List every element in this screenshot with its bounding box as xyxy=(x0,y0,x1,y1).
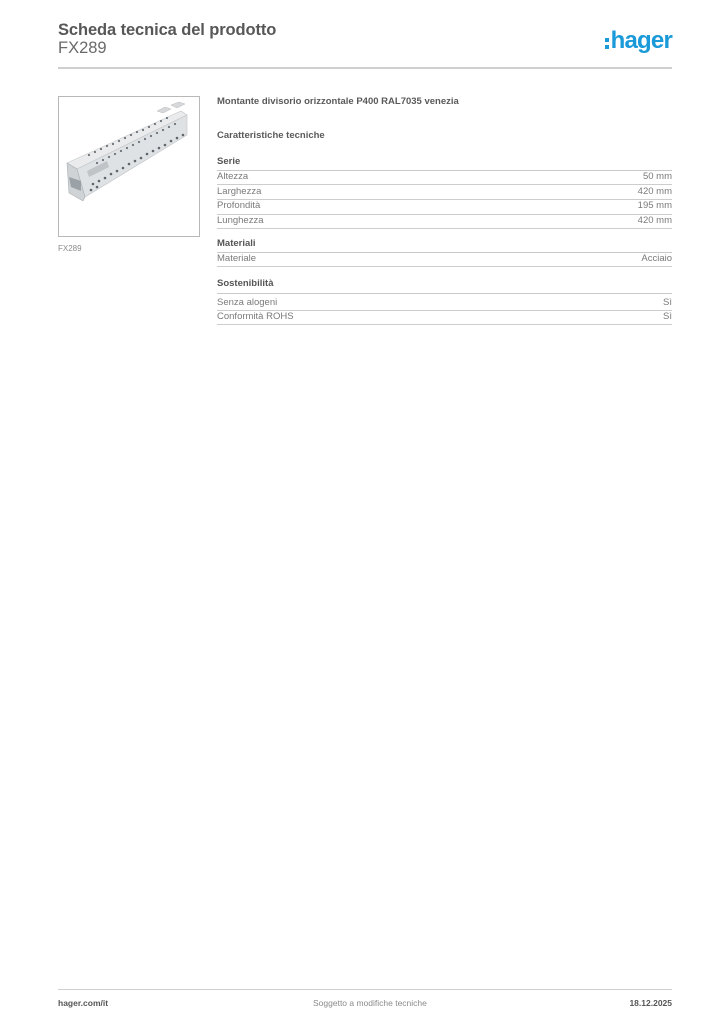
spec-value: Sì xyxy=(663,311,672,323)
spec-label: Larghezza xyxy=(217,185,262,197)
spec-label: Conformità ROHS xyxy=(217,311,294,323)
footer-website-link[interactable]: hager.com/it xyxy=(58,998,109,1008)
spec-value: 50 mm xyxy=(642,171,672,182)
divider-rail-illustration xyxy=(59,97,198,235)
spec-value: 195 mm xyxy=(637,200,672,212)
spec-label: Altezza xyxy=(217,171,249,182)
footer-notice: Soggetto a modifiche tecniche xyxy=(313,998,427,1008)
image-caption: FX289 xyxy=(58,244,82,253)
product-image xyxy=(58,96,200,237)
group-title-materiali: Materiali xyxy=(217,238,672,253)
spec-value: 420 mm xyxy=(637,185,672,197)
product-name: Montante divisorio orizzontale P400 RAL7035 venezia xyxy=(217,96,459,107)
section-title-technical: Caratteristiche tecniche xyxy=(217,130,325,141)
spec-row xyxy=(217,253,672,267)
spec-label: Profondità xyxy=(217,200,261,212)
logo-colon-icon xyxy=(605,38,609,49)
header-divider xyxy=(58,67,672,69)
logo-text: hager xyxy=(610,27,672,54)
spec-value: Sì xyxy=(663,296,672,308)
spec-label: Senza alogeni xyxy=(217,296,278,308)
spec-label: Materiale xyxy=(217,253,257,264)
spec-row xyxy=(217,171,672,185)
spec-row xyxy=(217,200,672,214)
spec-row xyxy=(217,186,672,200)
footer-date: 18.12.2025 xyxy=(629,998,672,1008)
footer-divider xyxy=(58,989,672,990)
product-code: FX289 xyxy=(58,39,107,57)
spec-value: Acciaio xyxy=(641,253,672,264)
page-title: Scheda tecnica del prodotto xyxy=(58,21,277,39)
hager-logo xyxy=(605,27,672,55)
group-title-sostenibilita: Sostenibilità xyxy=(217,278,672,294)
spec-label: Lunghezza xyxy=(217,215,264,227)
group-title-serie: Serie xyxy=(217,156,672,171)
spec-row xyxy=(217,297,672,311)
spec-row xyxy=(217,215,672,229)
spec-value: 420 mm xyxy=(637,215,672,227)
spec-row xyxy=(217,311,672,325)
